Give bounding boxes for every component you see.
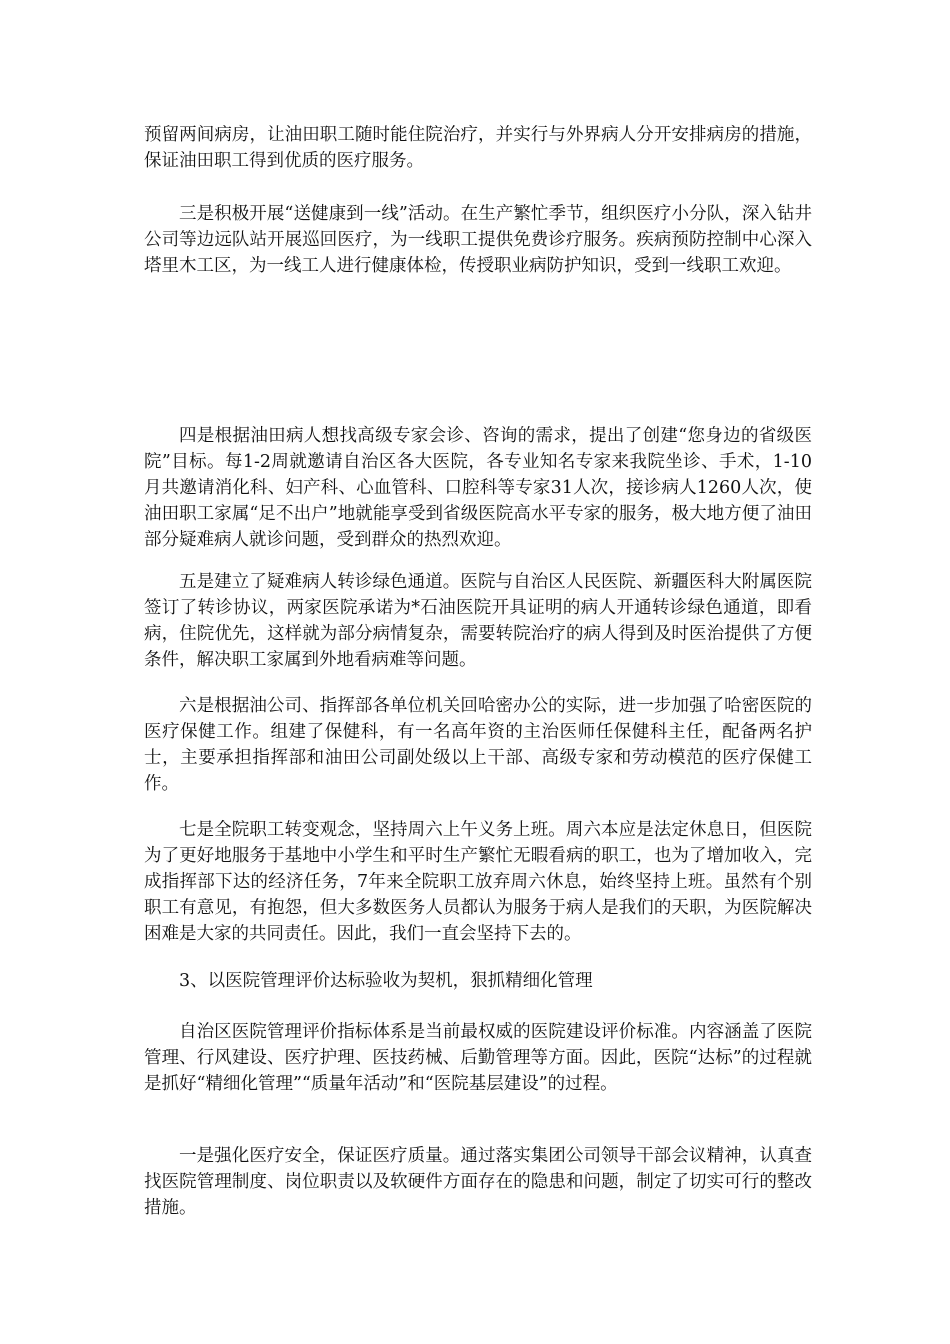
section-heading-3: 3、以医院管理评价达标验收为契机，狠抓精细化管理 [179, 971, 593, 991]
paragraph-3: 四是根据油田病人想找高级专家会诊、咨询的需求，提出了创建“您身边的省级医院”目标。每1-2周就邀请自治区各大医院，各专业知名专家来我院坐诊、手术，1-10月共邀请消化科、妇产科、心血管科、口腔科等专家31人次，接诊病人1260人次，使油田职工家属“足不出户”地就能享受到省级医院高水平专家的服务，极大地方便了油田部分疑难病人就诊问题，受到群众的热烈欢迎。 [144, 426, 812, 550]
paragraph-8: 一是强化医疗安全，保证医疗质量。通过落实集团公司领导干部会议精神，认真查找医院管理制度、岗位职责以及软硬件方面存在的隐患和问题，制定了切实可行的整改措施。 [144, 1146, 812, 1218]
paragraph-continuation [144, 122, 812, 174]
paragraph-6: 七是全院职工转变观念，坚持周六上午义务上班。周六本应是法定休息日，但医院为了更好地服务于基地中小学生和平时生产繁忙无暇看病的职工，也为了增加收入，完成指挥部下达的经济任务，7年来全院职工放弃周六休息，始终坚持上班。虽然有个别职工有意见，有抱怨，但大多数医务人员都认为服务于病人是我们的天职，为医院解决困难是大家的共同责任。因此，我们一直会坚持下去的。 [144, 820, 812, 944]
paragraph-block-5 [144, 569, 812, 673]
paragraph-1: 预留两间病房，让油田职工随时能住院治疗，并实行与外界病人分开安排病房的措施，保证油田职工得到优质的医疗服务。 [144, 125, 812, 171]
paragraph-block-3 [144, 201, 812, 279]
paragraph-block-8 [144, 1019, 812, 1097]
section-heading-block [144, 968, 812, 994]
paragraph-block-6 [144, 693, 812, 797]
paragraph-7: 自治区医院管理评价指标体系是当前最权威的医院建设评价标准。内容涵盖了医院管理、行风建设、医疗护理、医技药械、后勤管理等方面。因此，医院“达标”的过程就是抓好“精细化管理”“质量年活动”和“医院基层建设”的过程。 [144, 1022, 812, 1094]
paragraph-block-9 [144, 1143, 812, 1221]
paragraph-block-4 [144, 423, 812, 553]
paragraph-4: 五是建立了疑难病人转诊绿色通道。医院与自治区人民医院、新疆医科大附属医院签订了转诊协议，两家医院承诺为*石油医院开具证明的病人开通转诊绿色通道，即看病，住院优先，这样就为部分病情复杂，需要转院治疗的病人得到及时医治提供了方便条件，解决职工家属到外地看病难等问题。 [144, 572, 812, 670]
paragraph-5: 六是根据油公司、指挥部各单位机关回哈密办公的实际，进一步加强了哈密医院的医疗保健工作。组建了保健科，有一名高年资的主治医师任保健科主任，配备两名护士，主要承担指挥部和油田公司副处级以上干部、高级专家和劳动模范的医疗保健工作。 [144, 696, 812, 794]
paragraph-block-7 [144, 817, 812, 947]
paragraph-2: 三是积极开展“送健康到一线”活动。在生产繁忙季节，组织医疗小分队，深入钻井公司等边远队站开展巡回医疗，为一线职工提供免费诊疗服务。疾病预防控制中心深入塔里木工区，为一线工人进行健康体检，传授职业病防护知识，受到一线职工欢迎。 [144, 204, 812, 276]
